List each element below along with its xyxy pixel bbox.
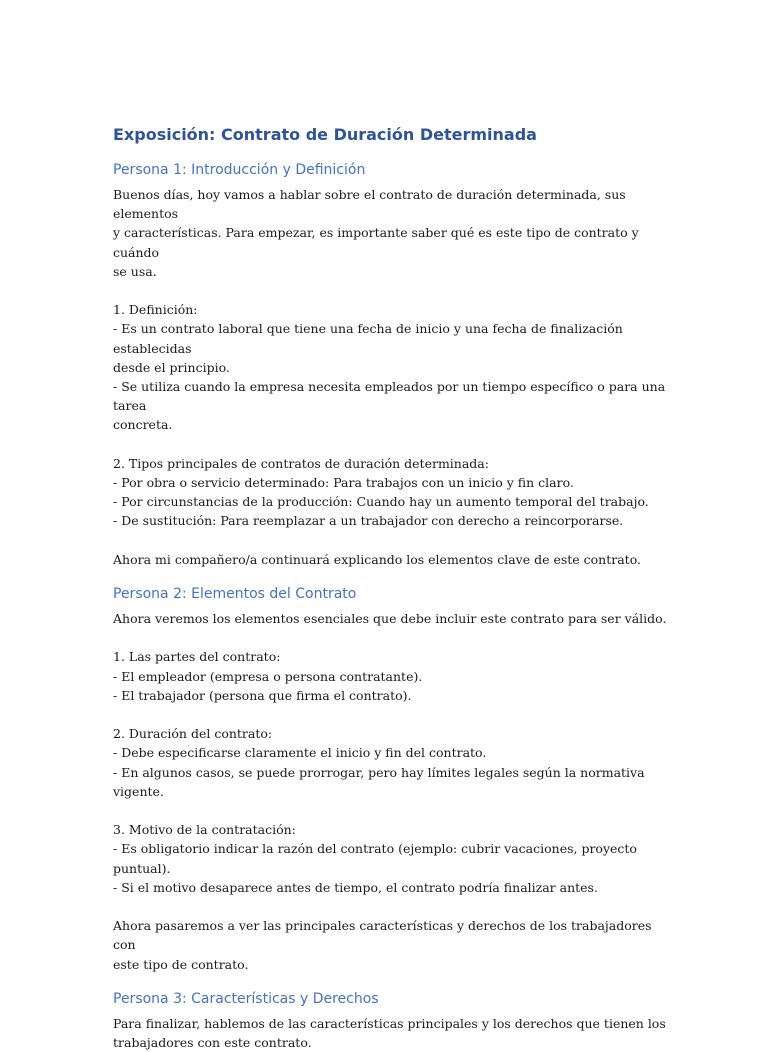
section-heading: Persona 1: Introducción y Definición [113,162,366,178]
document-title: Exposición: Contrato de Duración Determinada [113,125,537,144]
paragraph: 2. Tipos principales de contratos de duración determinada: - Por obra o servicio determinado: Para trabajos con un inicio y fin claro. - Por circunstancias de la producción: Cuando hay un aumento temporal del trabajo. - De sustitución: Para reemplazar a un trabajador con derecho a reincorporarse. [113,455,649,529]
paragraph: Ahora mi compañero/a continuará explicando los elementos clave de este contrato. [113,551,641,567]
section-persona-1 [113,159,672,583]
paragraph: Ahora pasaremos a ver las principales características y derechos de los trabajadores con este tipo de contrato. [113,918,652,972]
paragraph: 3. Motivo de la contratación: - Es obligatorio indicar la razón del contrato (ejemplo: cubrir vacaciones, proyecto puntual). - Si el motivo desaparece antes de tiempo, el contrato podría finalizar antes. [113,822,637,895]
paragraph: 2. Duración del contrato: - Debe especificarse claramente el inicio y fin del contrato. - En algunos casos, se puede prorrogar, pero hay límites legales según la normativa vigente. [113,726,645,799]
section-persona-3 [113,988,672,1052]
paragraph: Para finalizar, hablemos de las características principales y los derechos que tienen los trabajadores con este contrato. [113,1015,666,1051]
section-persona-2 [113,583,672,988]
paragraph: 1. Definición: - Es un contrato laboral que tiene una fecha de inicio y una fecha de finalización establecidas desde el principio. - Se utiliza cuando la empresa necesita empleados por un tiempo específico o para una tarea concreta. [113,302,666,433]
section-heading: Persona 3: Características y Derechos [113,990,379,1007]
paragraph: Buenos días, hoy vamos a hablar sobre el contrato de duración determinada, sus elementos y características. Para empezar, es importante saber qué es este tipo de contrato y cuándo se usa. [113,187,639,279]
paragraph: 1. Las partes del contrato: - El empleador (empresa o persona contratante). - El trabajador (persona que firma el contrato). [113,649,423,703]
paragraph: Ahora veremos los elementos esenciales que debe incluir este contrato para ser válido. [113,611,667,627]
section-heading: Persona 2: Elementos del Contrato [113,586,357,603]
